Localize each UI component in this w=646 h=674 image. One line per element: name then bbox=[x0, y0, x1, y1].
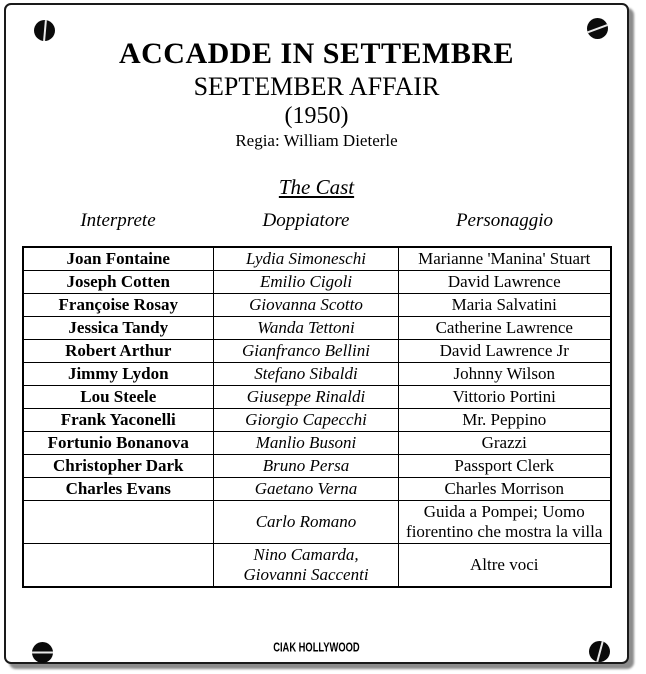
cast-row bbox=[23, 544, 611, 588]
cell-doppiatore: Giorgio Capecchi bbox=[214, 409, 399, 432]
cell-interprete: Françoise Rosay bbox=[23, 294, 214, 317]
cell-doppiatore: Manlio Busoni bbox=[214, 432, 399, 455]
cell-doppiatore: Wanda Tettoni bbox=[214, 317, 399, 340]
cell-interprete: Frank Yaconelli bbox=[23, 409, 214, 432]
footer bbox=[6, 638, 627, 656]
film-title-original: SEPTEMBER AFFAIR bbox=[193, 72, 440, 101]
column-header-personaggio: Personaggio bbox=[455, 210, 554, 231]
cast-row bbox=[23, 363, 611, 386]
cell-personaggio: Marianne 'Manina' Stuart bbox=[399, 247, 611, 271]
cell-interprete: Christopher Dark bbox=[23, 455, 214, 478]
cell-personaggio: David Lawrence Jr bbox=[399, 340, 611, 363]
film-title-italian: ACCADDE IN SETTEMBRE bbox=[118, 37, 515, 70]
screw-top-right-icon bbox=[587, 18, 608, 39]
cell-interprete: Lou Steele bbox=[23, 386, 214, 409]
cell-interprete: Robert Arthur bbox=[23, 340, 214, 363]
column-header-interprete: Interprete bbox=[80, 210, 156, 231]
cell-interprete: Joseph Cotten bbox=[23, 271, 214, 294]
cell-doppiatore: Gianfranco Bellini bbox=[214, 340, 399, 363]
cell-personaggio: Grazzi bbox=[399, 432, 611, 455]
cell-personaggio: Johnny Wilson bbox=[399, 363, 611, 386]
cell-personaggio: David Lawrence bbox=[399, 271, 611, 294]
brand-logo-text: CIAK HOLLYWOOD bbox=[273, 639, 360, 655]
cell-interprete: Jimmy Lydon bbox=[23, 363, 214, 386]
cast-row bbox=[23, 271, 611, 294]
film-director: Regia: William Dieterle bbox=[235, 131, 398, 150]
cell-doppiatore: Emilio Cigoli bbox=[214, 271, 399, 294]
cast-row bbox=[23, 478, 611, 501]
cell-personaggio: Maria Salvatini bbox=[399, 294, 611, 317]
cell-doppiatore: Bruno Persa bbox=[214, 455, 399, 478]
cell-personaggio: Catherine Lawrence bbox=[399, 317, 611, 340]
cast-section-title bbox=[6, 174, 627, 200]
cast-row bbox=[23, 340, 611, 363]
cast-section-title-text: The Cast bbox=[278, 175, 355, 199]
screw-top-left-icon bbox=[34, 20, 55, 41]
cell-interprete bbox=[23, 501, 214, 544]
cell-personaggio: Charles Morrison bbox=[399, 478, 611, 501]
cell-doppiatore: Stefano Sibaldi bbox=[214, 363, 399, 386]
film-year: (1950) bbox=[284, 103, 349, 129]
cell-interprete: Fortunio Bonanova bbox=[23, 432, 214, 455]
card-page bbox=[4, 3, 629, 664]
cell-interprete: Charles Evans bbox=[23, 478, 214, 501]
cast-row bbox=[23, 386, 611, 409]
cell-personaggio: Altre voci bbox=[399, 544, 611, 588]
cast-row bbox=[23, 455, 611, 478]
cast-row bbox=[23, 247, 611, 271]
cell-interprete: Joan Fontaine bbox=[23, 247, 214, 271]
cell-personaggio: Guida a Pompei; Uomo fiorentino che mostra la villa bbox=[399, 501, 611, 544]
cell-personaggio: Passport Clerk bbox=[399, 455, 611, 478]
table-column-headers bbox=[23, 209, 611, 233]
cast-row bbox=[23, 409, 611, 432]
cast-table bbox=[22, 246, 612, 588]
cast-row bbox=[23, 432, 611, 455]
column-header-doppiatore: Doppiatore bbox=[262, 210, 350, 231]
cast-row bbox=[23, 294, 611, 317]
cell-interprete: Jessica Tandy bbox=[23, 317, 214, 340]
cell-doppiatore: Carlo Romano bbox=[214, 501, 399, 544]
cell-personaggio: Mr. Peppino bbox=[399, 409, 611, 432]
cell-interprete bbox=[23, 544, 214, 588]
cell-doppiatore: Lydia Simoneschi bbox=[214, 247, 399, 271]
cell-doppiatore: Giuseppe Rinaldi bbox=[214, 386, 399, 409]
cast-row bbox=[23, 501, 611, 544]
header bbox=[6, 36, 627, 152]
cast-row bbox=[23, 317, 611, 340]
cell-doppiatore: Gaetano Verna bbox=[214, 478, 399, 501]
cell-doppiatore: Giovanna Scotto bbox=[214, 294, 399, 317]
cell-personaggio: Vittorio Portini bbox=[399, 386, 611, 409]
cell-doppiatore: Nino Camarda, Giovanni Saccenti bbox=[214, 544, 399, 588]
